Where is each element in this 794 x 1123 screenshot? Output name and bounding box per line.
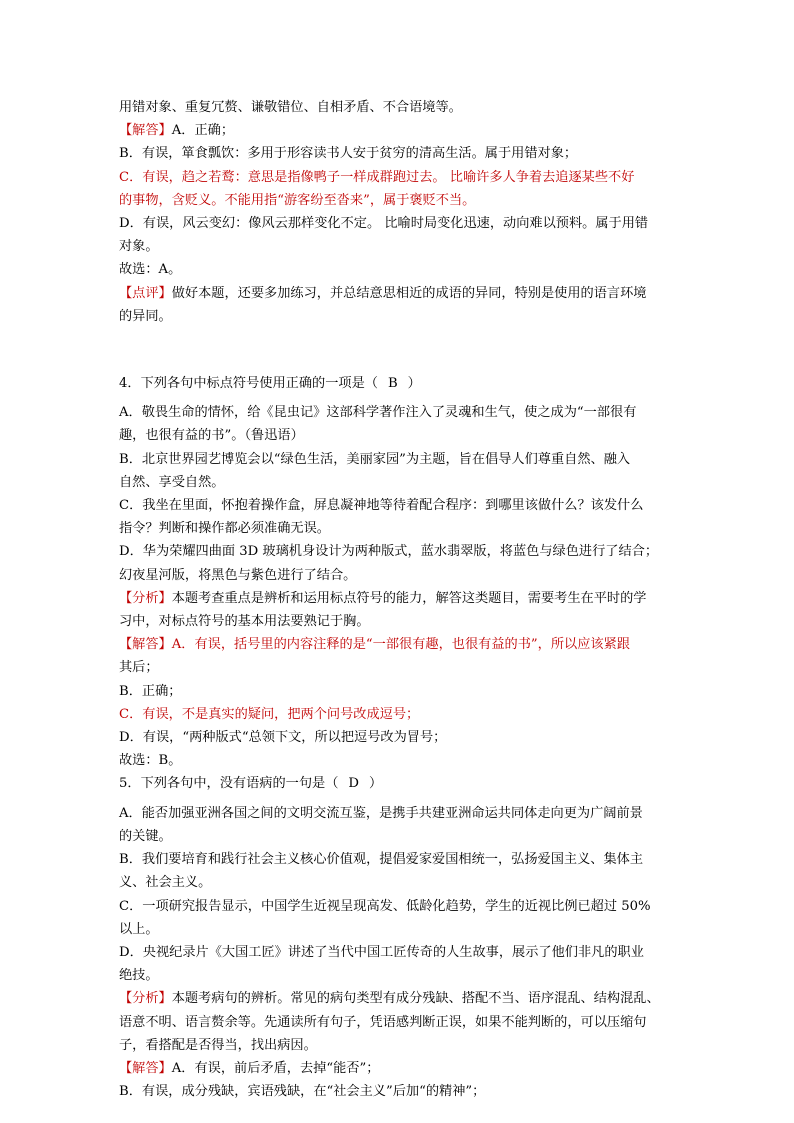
q5-option-d-1: D．央视纪录片《大国工匠》讲述了当代中国工匠传奇的人生故事，展示了他们非凡的职业 [119, 944, 644, 960]
q4-option-b-1: B．北京世界园艺博览会以“绿色生活，美丽家园”为主题，旨在倡导人们尊重自然、融入 [119, 451, 631, 467]
q4-stem: 4．下列各句中标点符号使用正确的一项是（ B ） [119, 376, 421, 392]
q4-fenxi-line-1: 【分析】本题考查重点是辨析和运用标点符号的能力，解答这类题目，需要考生在平时的学 [119, 590, 647, 606]
q5-stem: 5．下列各句中，没有语病的一句是（ D ） [119, 776, 383, 792]
q5-answer: D [348, 776, 359, 792]
q5-jieda-a: 【解答】A．有误，前后矛盾，去掉“能否”； [119, 1060, 380, 1076]
prev-option-d-2: 对象。 [119, 239, 159, 255]
prev-line-1: 用错对象、重复冗赘、谦敬错位、自相矛盾、不合语境等。 [119, 100, 462, 115]
document-page [119, 96, 679, 1103]
prev-jieda-line [119, 119, 679, 142]
q4-conclusion: 故选：B。 [119, 753, 182, 769]
q4-jieda-line-2: 其后； [119, 660, 159, 676]
q4-option-a-1: A．敬畏生命的情怀，给《昆虫记》这部科学著作注入了灵魂和生气，使之成为“一部很有 [119, 405, 637, 421]
q4-jieda-c: C．有误，不是真实的疑问，把两个问号改成逗号； [119, 706, 420, 722]
prev-option-b: B．有误，箪食瓢饮：多用于形容读书人安于贫穷的清高生活。属于用错对象； [119, 146, 578, 162]
jieda-tag: 【解答】 [119, 123, 172, 139]
q4-option-d-1: D．华为荣耀四曲面 3D 玻璃机身设计为两种版式，蓝水翡翠版，将蓝色与绿色进行了结合； [119, 544, 659, 560]
q5-fenxi-line-3: 子，看搭配是否得当，找出病因。 [119, 1037, 317, 1053]
prev-dianping-line-2: 的异同。 [119, 308, 172, 324]
dianping-text: 做好本题，还要多加练习，并总结意思相近的成语的异同，特别是使用的语言环境 [171, 285, 647, 301]
jieda-tag: 【解答】 [119, 637, 172, 653]
q5-option-b-2: 义、社会主义。 [119, 875, 212, 891]
fenxi-tag: 【分析】 [119, 590, 172, 606]
prev-option-c-2: 的事物，含贬义。不能用指“游客纷至沓来”，属于褒贬不当。 [119, 192, 476, 208]
q5-option-a-1: A．能否加强亚洲各国之间的文明交流互鉴，是携手共建亚洲命运共同体走向更为广阔前景 [119, 805, 643, 821]
q5-fenxi-line-1: 【分析】本题考病句的辨析。常见的病句类型有成分残缺、搭配不当、语序混乱、结构混乱、 [119, 991, 660, 1007]
q5-option-c-2: 以上。 [119, 921, 159, 937]
jieda-text: A．正确； [171, 123, 235, 139]
q5-option-d-2: 绝技。 [119, 968, 159, 984]
q5-jieda-b: B．有误，成分残缺，宾语残缺，在“社会主义”后加“的精神”； [119, 1084, 486, 1100]
fenxi-tag: 【分析】 [119, 991, 172, 1007]
q4-jieda-d: D．有误，“两种版式“总领下文，所以把逗号改为冒号； [119, 730, 447, 746]
dianping-tag: 【点评】 [119, 285, 172, 301]
prev-conclusion: 故选：A。 [119, 262, 182, 278]
q4-jieda-b: B．正确； [119, 683, 182, 699]
q4-jieda-line-1: 【解答】A．有误，括号里的内容注释的是“一部很有趣，也很有益的书”，所以应该紧跟 [119, 637, 630, 653]
q5-option-a-2: 的关键。 [119, 828, 172, 844]
jieda-tag: 【解答】 [119, 1060, 172, 1076]
q5-fenxi-line-2: 语意不明、语言赘余等。先通读所有句子，凭语感判断正误，如果不能判断的，可以压缩句 [119, 1014, 647, 1030]
q4-option-a-2: 趣，也很有益的书”。（鲁迅语） [119, 428, 304, 444]
q5-option-c-1: C．一项研究报告显示，中国学生近视呈现高发、低龄化趋势，学生的近视比例已超过 50% [119, 898, 651, 914]
q4-option-c-2: 指令？判断和操作都必须准确无误。 [119, 521, 330, 537]
q4-option-b-2: 自然、享受自然。 [119, 474, 225, 490]
prev-option-d-1: D．有误，风云变幻：像风云那样变化不定。 比喻时局变化迅速，动向难以预料。属于用错 [119, 216, 649, 232]
prev-dianping-line-1 [119, 282, 679, 305]
prev-option-c-1: C．有误，趋之若鹜：意思是指像鸭子一样成群跑过去。 比喻许多人争着去追逐某些不好 [119, 169, 635, 185]
q4-answer: B [387, 376, 398, 392]
q4-option-d-2: 幻夜星河版，将黑色与紫色进行了结合。 [119, 567, 357, 583]
q4-fenxi-line-2: 习中，对标点符号的基本用法要熟记于胸。 [119, 614, 370, 630]
q4-option-c-1: C．我坐在里面，怀抱着操作盒，屏息凝神地等待着配合程序：到哪里该做什么？该发什么 [119, 498, 644, 514]
q5-option-b-1: B．我们要培育和践行社会主义核心价值观，提倡爱家爱国相统一，弘扬爱国主义、集体主 [119, 852, 643, 868]
